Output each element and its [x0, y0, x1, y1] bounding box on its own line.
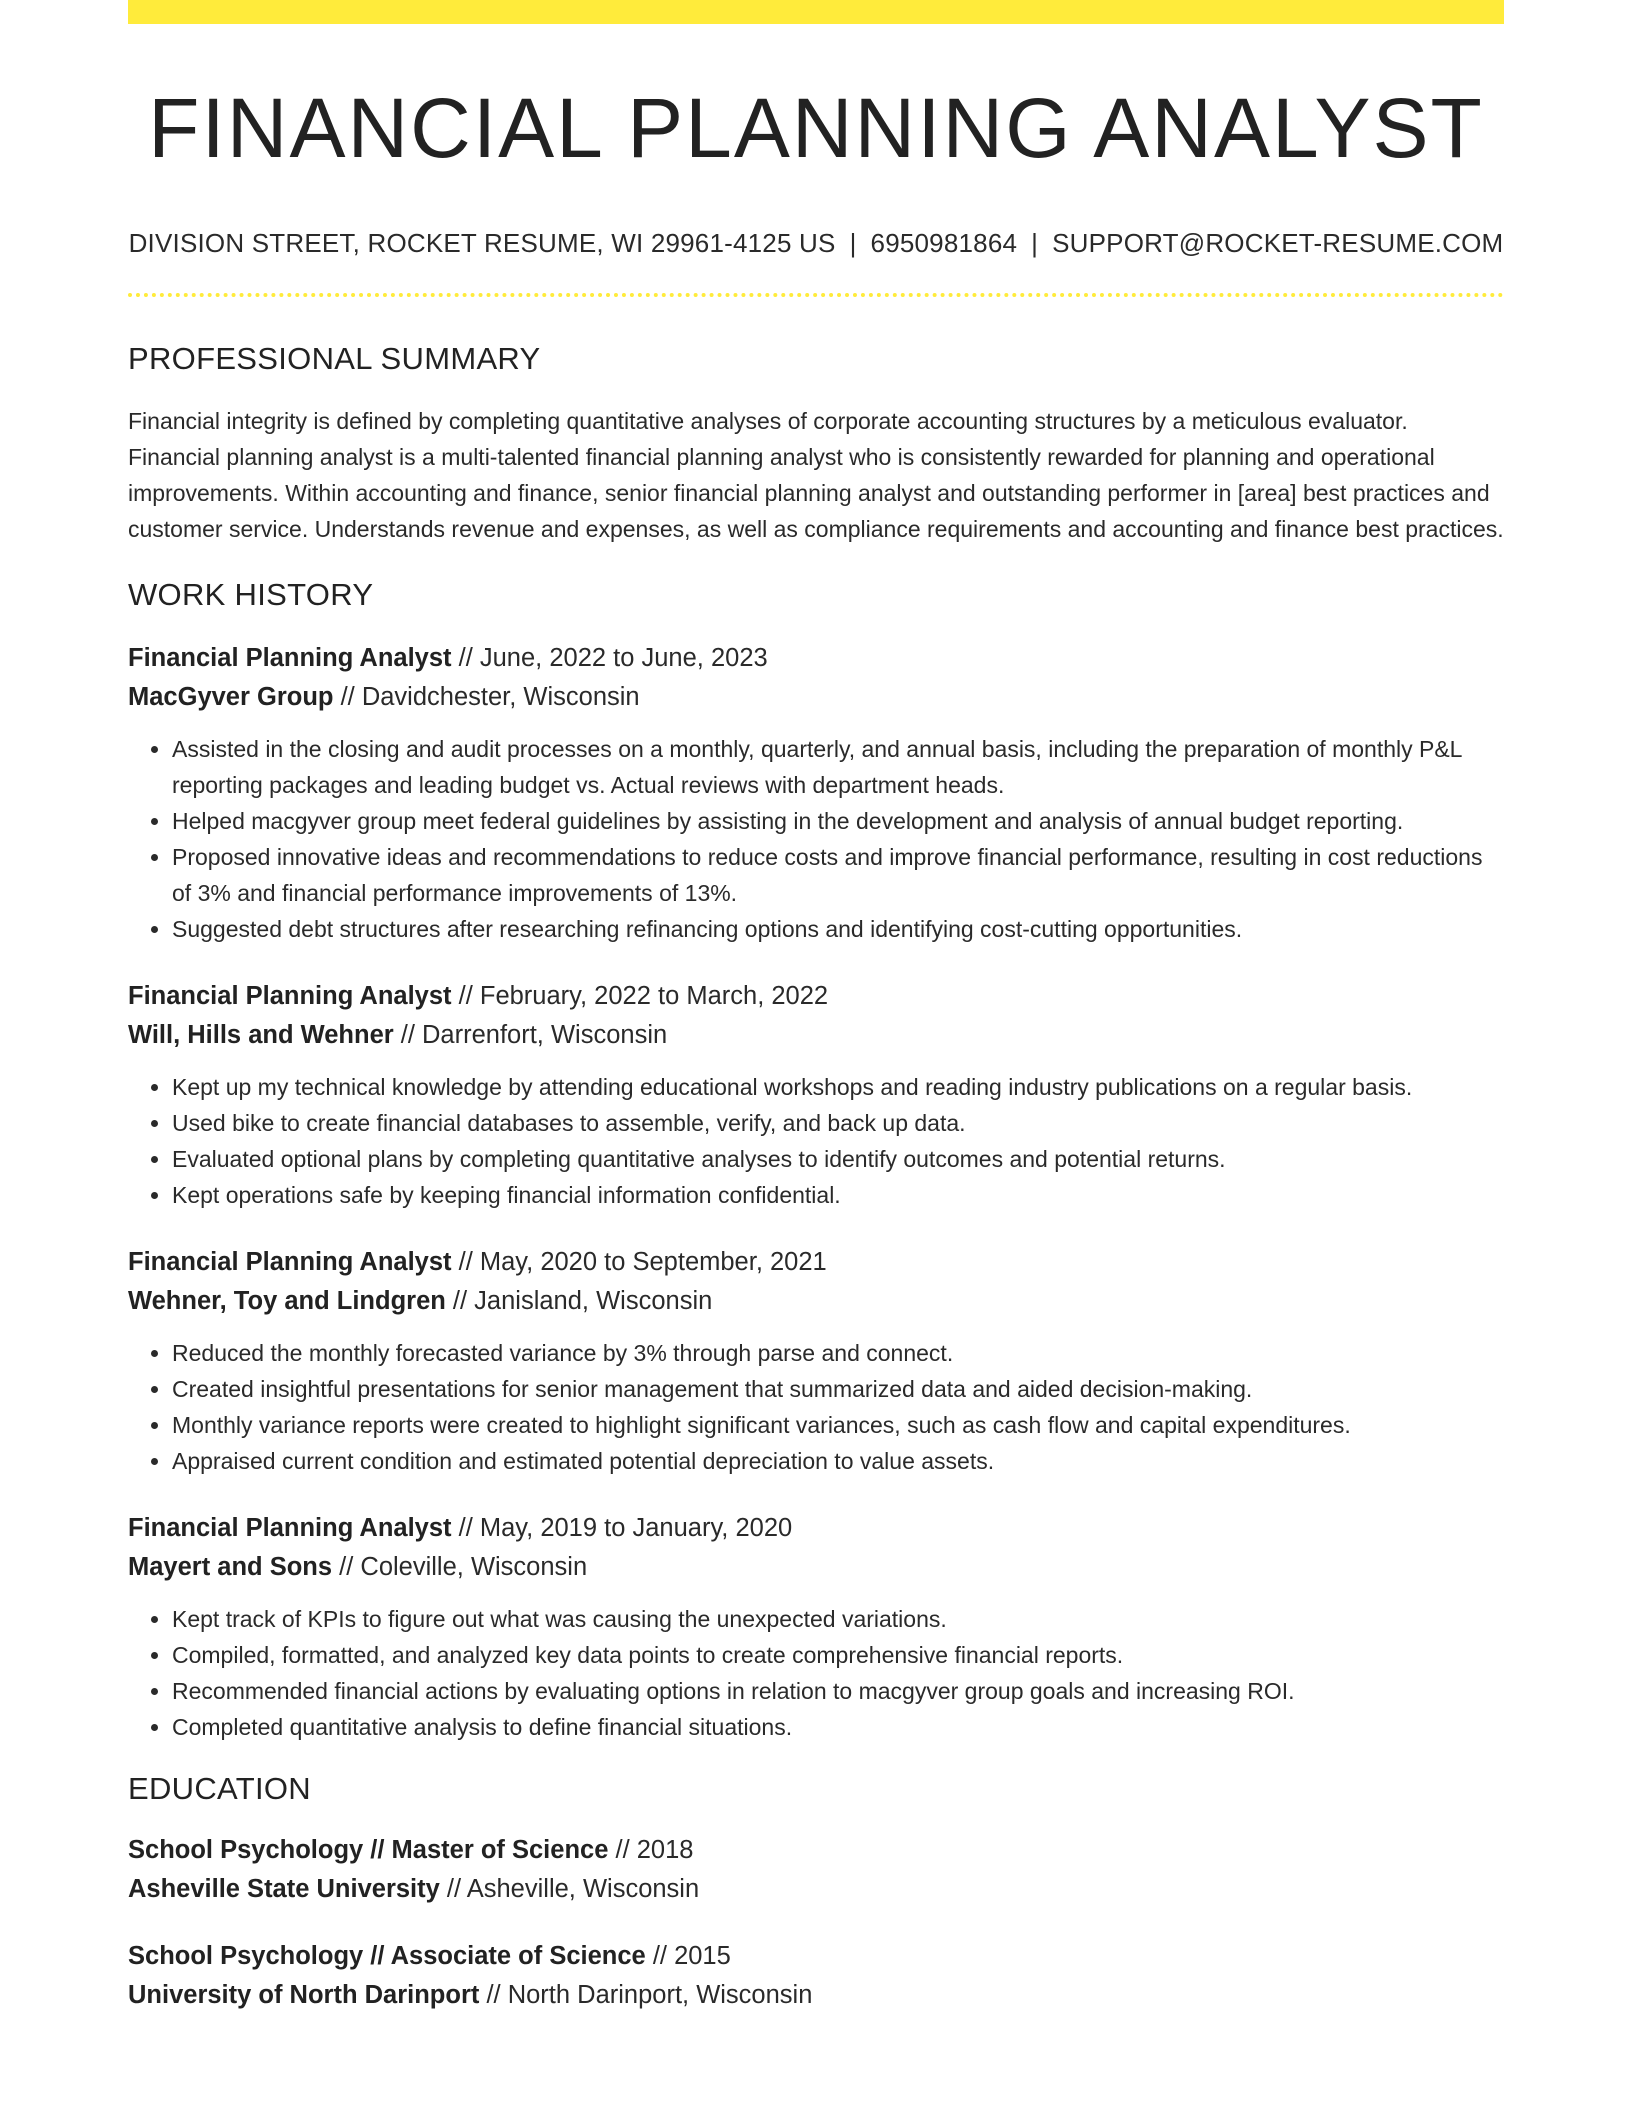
- summary-text: Financial integrity is defined by completing quantitative analyses of corporate accounting structures by a meticulous evaluator. Financial planning analyst is a multi-talented financial planning analyst who is consistently rewarded for planning and operational improvements. Within accounting and finance, senior financial planning analyst and outstanding performer in [area] best practices and customer service. Understands revenue and expenses, as well as compliance requirements and accounting and finance best practices.: [128, 408, 1504, 543]
- job-title: Financial Planning Analyst: [128, 644, 452, 673]
- job-entry: [128, 1509, 1504, 1745]
- education-location: // Asheville, Wisconsin: [439, 1875, 700, 1904]
- job-location: // Coleville, Wisconsin: [332, 1553, 588, 1582]
- job-location: // Davidchester, Wisconsin: [333, 683, 640, 712]
- job-bullet: • Kept operations safe by keeping financial information confidential.: [172, 1177, 1504, 1213]
- job-bullets: [128, 1601, 1504, 1745]
- job-company-line: [128, 1282, 1504, 1321]
- job-location: // Janisland, Wisconsin: [445, 1287, 713, 1316]
- job-title: Financial Planning Analyst: [128, 1248, 452, 1277]
- education-entry: [128, 1937, 1504, 2015]
- job-title-line: [128, 977, 1504, 1016]
- job-company-line: [128, 1548, 1504, 1587]
- education-school-line: [128, 1976, 1504, 2015]
- job-company: Mayert and Sons: [128, 1553, 333, 1582]
- education-school: Asheville State University: [128, 1875, 440, 1904]
- job-location: // Darrenfort, Wisconsin: [393, 1021, 668, 1050]
- top-accent-bar: [128, 0, 1504, 24]
- contact-phone: 6950981864: [870, 228, 1018, 259]
- job-company-line: [128, 1016, 1504, 1055]
- education-entry: [128, 1831, 1504, 1909]
- job-bullet: • Assisted in the closing and audit processes on a monthly, quarterly, and annual basis, including the preparation of monthly P&L reporting packages and leading budget vs. Actual reviews with department heads.: [172, 731, 1504, 803]
- summary-heading: PROFESSIONAL SUMMARY: [128, 341, 541, 377]
- job-bullet: • Helped macgyver group meet federal guidelines by assisting in the development and analysis of annual budget reporting.: [172, 803, 1504, 839]
- job-bullet: • Kept track of KPIs to figure out what was causing the unexpected variations.: [172, 1601, 1504, 1637]
- education-year: // 2015: [645, 1942, 731, 1971]
- education-heading: EDUCATION: [128, 1771, 311, 1807]
- job-title: Financial Planning Analyst: [128, 1514, 452, 1543]
- work-history-heading: WORK HISTORY: [128, 577, 374, 613]
- contact-email: SUPPORT@ROCKET-RESUME.COM: [1052, 228, 1504, 259]
- resume-title: FINANCIAL PLANNING ANALYST: [148, 81, 1484, 175]
- education-degree: School Psychology // Master of Science: [128, 1836, 609, 1865]
- education-school: University of North Darinport: [128, 1981, 480, 2010]
- education-school-line: [128, 1870, 1504, 1909]
- contact-address: DIVISION STREET, ROCKET RESUME, WI 29961-4125 US: [128, 228, 836, 259]
- contact-separator: |: [1031, 228, 1039, 259]
- job-dates: // May, 2019 to January, 2020: [451, 1514, 793, 1543]
- job-company-line: [128, 678, 1504, 717]
- job-bullet: • Completed quantitative analysis to define financial situations.: [172, 1709, 1504, 1745]
- job-bullet: • Used bike to create financial databases to assemble, verify, and back up data.: [172, 1105, 1504, 1141]
- job-title-line: [128, 639, 1504, 678]
- job-bullet: • Kept up my technical knowledge by attending educational workshops and reading industry publications on a regular basis.: [172, 1069, 1504, 1105]
- job-bullets: [128, 1335, 1504, 1479]
- job-entry: [128, 1243, 1504, 1479]
- job-bullet: • Compiled, formatted, and analyzed key data points to create comprehensive financial reports.: [172, 1637, 1504, 1673]
- job-bullet: • Proposed innovative ideas and recommendations to reduce costs and improve financial performance, resulting in cost reductions of 3% and financial performance improvements of 13%.: [172, 839, 1504, 911]
- education-year: // 2018: [608, 1836, 694, 1865]
- job-bullets: [128, 731, 1504, 947]
- job-bullet: • Created insightful presentations for senior management that summarized data and aided decision-making.: [172, 1371, 1504, 1407]
- job-title: Financial Planning Analyst: [128, 982, 452, 1011]
- job-dates: // February, 2022 to March, 2022: [451, 982, 829, 1011]
- job-bullet: • Monthly variance reports were created to highlight significant variances, such as cash flow and capital expenditures.: [172, 1407, 1504, 1443]
- job-company: Wehner, Toy and Lindgren: [128, 1287, 446, 1316]
- job-entry: [128, 977, 1504, 1213]
- job-title-line: [128, 1509, 1504, 1548]
- education-degree: School Psychology // Associate of Science: [128, 1942, 646, 1971]
- contact-line: [128, 228, 1504, 259]
- job-company: MacGyver Group: [128, 683, 334, 712]
- job-bullet: • Suggested debt structures after researching refinancing options and identifying cost-cutting opportunities.: [172, 911, 1504, 947]
- job-dates: // May, 2020 to September, 2021: [451, 1248, 827, 1277]
- resume-page: [128, 0, 1504, 2015]
- education-degree-line: [128, 1831, 1504, 1870]
- job-entry: [128, 639, 1504, 947]
- education-degree-line: [128, 1937, 1504, 1976]
- job-bullet: • Evaluated optional plans by completing quantitative analyses to identify outcomes and potential returns.: [172, 1141, 1504, 1177]
- job-bullets: [128, 1069, 1504, 1213]
- job-dates: // June, 2022 to June, 2023: [451, 644, 768, 673]
- job-company: Will, Hills and Wehner: [128, 1021, 394, 1050]
- contact-separator: |: [849, 228, 857, 259]
- education-location: // North Darinport, Wisconsin: [479, 1981, 813, 2010]
- job-bullet: • Reduced the monthly forecasted variance by 3% through parse and connect.: [172, 1335, 1504, 1371]
- job-bullet: • Appraised current condition and estimated potential depreciation to value assets.: [172, 1443, 1504, 1479]
- job-bullet: • Recommended financial actions by evaluating options in relation to macgyver group goals and increasing ROI.: [172, 1673, 1504, 1709]
- job-title-line: [128, 1243, 1504, 1282]
- dotted-divider: [128, 293, 1504, 297]
